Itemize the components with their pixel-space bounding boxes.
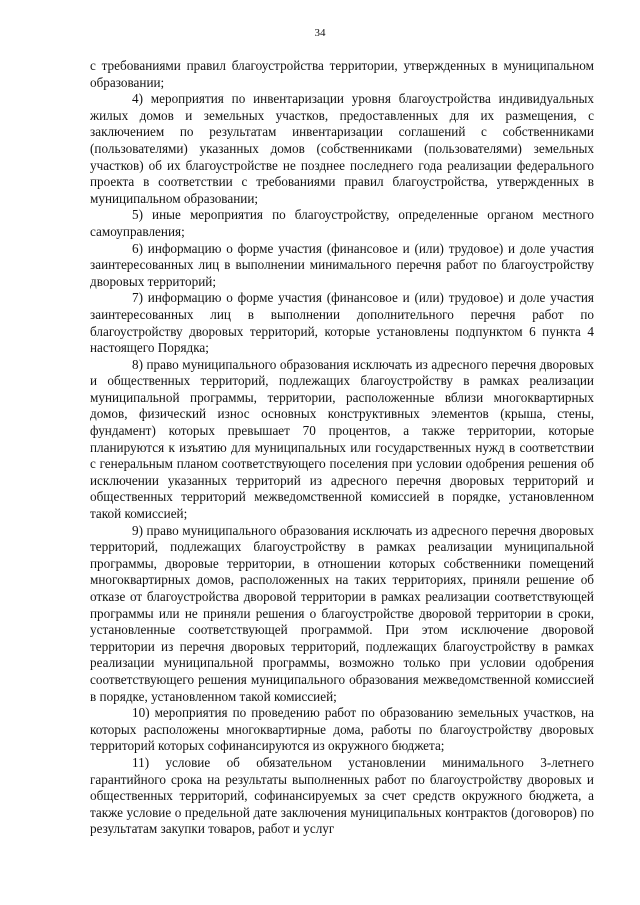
paragraph-item-9: 9) право муниципального образования исключать из адресного перечня дворовых территорий, подлежащих благоустройству в рамках реализации муниципальной программы, дворовые территории, в отношении которых собственники помещений многоквартирных домов, расположенных на таких территориях, приняли решение об отказе от благоустройства дворовой территории в рамках реализации соответствующей программы или не приняли решения о благоустройстве дворовой территории в сроки, установленные соответствующей программой. При этом исключение дворовой территории из перечня дворовых территорий, подлежащих благоустройству в рамках реализации муниципальной программы, возможно только при условии одобрения соответствующего решения муниципального образования межведомственной комиссией в порядке, установленном такой комиссией; (90, 522, 594, 704)
paragraph-item-6: 6) информацию о форме участия (финансовое и (или) трудовое) и доле участия заинтересованных лиц в выполнении минимального перечня работ по благоустройству дворовых территорий; (90, 240, 594, 289)
paragraph-continuation: с требованиями правил благоустройства территории, утвержденных в муниципальном образовании; (90, 58, 594, 90)
paragraph-item-7: 7) информацию о форме участия (финансовое и (или) трудовое) и доле участия заинтересованных лиц в выполнении дополнительного перечня работ по благоустройству дворовых территорий, которые установлены подпунктом 6 пункта 4 настоящего Порядка; (90, 290, 594, 356)
page-number: 34 (314, 27, 326, 39)
paragraph-item-8: 8) право муниципального образования исключать из адресного перечня дворовых и общественных территорий, подлежащих благоустройству в рамках реализации муниципальной программы, территории, расположенные вблизи многоквартирных домов, физический износ основных конструктивных элементов (крыша, стены, фундамент) которых превышает 70 процентов, а также территории, которые планируются к изъятию для муниципальных или государственных нужд в соответствии с генеральным планом соответствующего поселения при условии одобрения решения об исключении указанных территорий из адресного перечня дворовых территорий и общественных территорий межведомственной комиссией в порядке, установленном такой комиссией; (90, 356, 594, 522)
paragraph-item-4: 4) мероприятия по инвентаризации уровня благоустройства индивидуальных жилых домов и земельных участков, предоставленных для их размещения, с заключением по результатам инвентаризации соглашений с собственниками (пользователями) указанных домов (собственниками (пользователями) земельных участков) об их благоустройстве не позднее последнего года реализации федерального проекта в соответствии с требованиями правил благоустройства, утвержденных в муниципальном образовании; (90, 91, 594, 206)
document-body (90, 58, 594, 838)
paragraph-item-10: 10) мероприятия по проведению работ по образованию земельных участков, на которых расположены многоквартирные дома, работы по благоустройству дворовых территорий которых софинансируются из окружного бюджета; (90, 705, 594, 754)
paragraph-item-11: 11) условие об обязательном установлении минимального 3-летнего гарантийного срока на результаты выполненных работ по благоустройству дворовых и общественных территорий, софинансируемых за счет средств окружного бюджета, а также условие о предельной дате заключения муниципальных контрактов (договоров) по результатам закупки товаров, работ и услуг (90, 754, 594, 837)
paragraph-item-5: 5) иные мероприятия по благоустройству, определенные органом местного самоуправления; (90, 207, 594, 239)
